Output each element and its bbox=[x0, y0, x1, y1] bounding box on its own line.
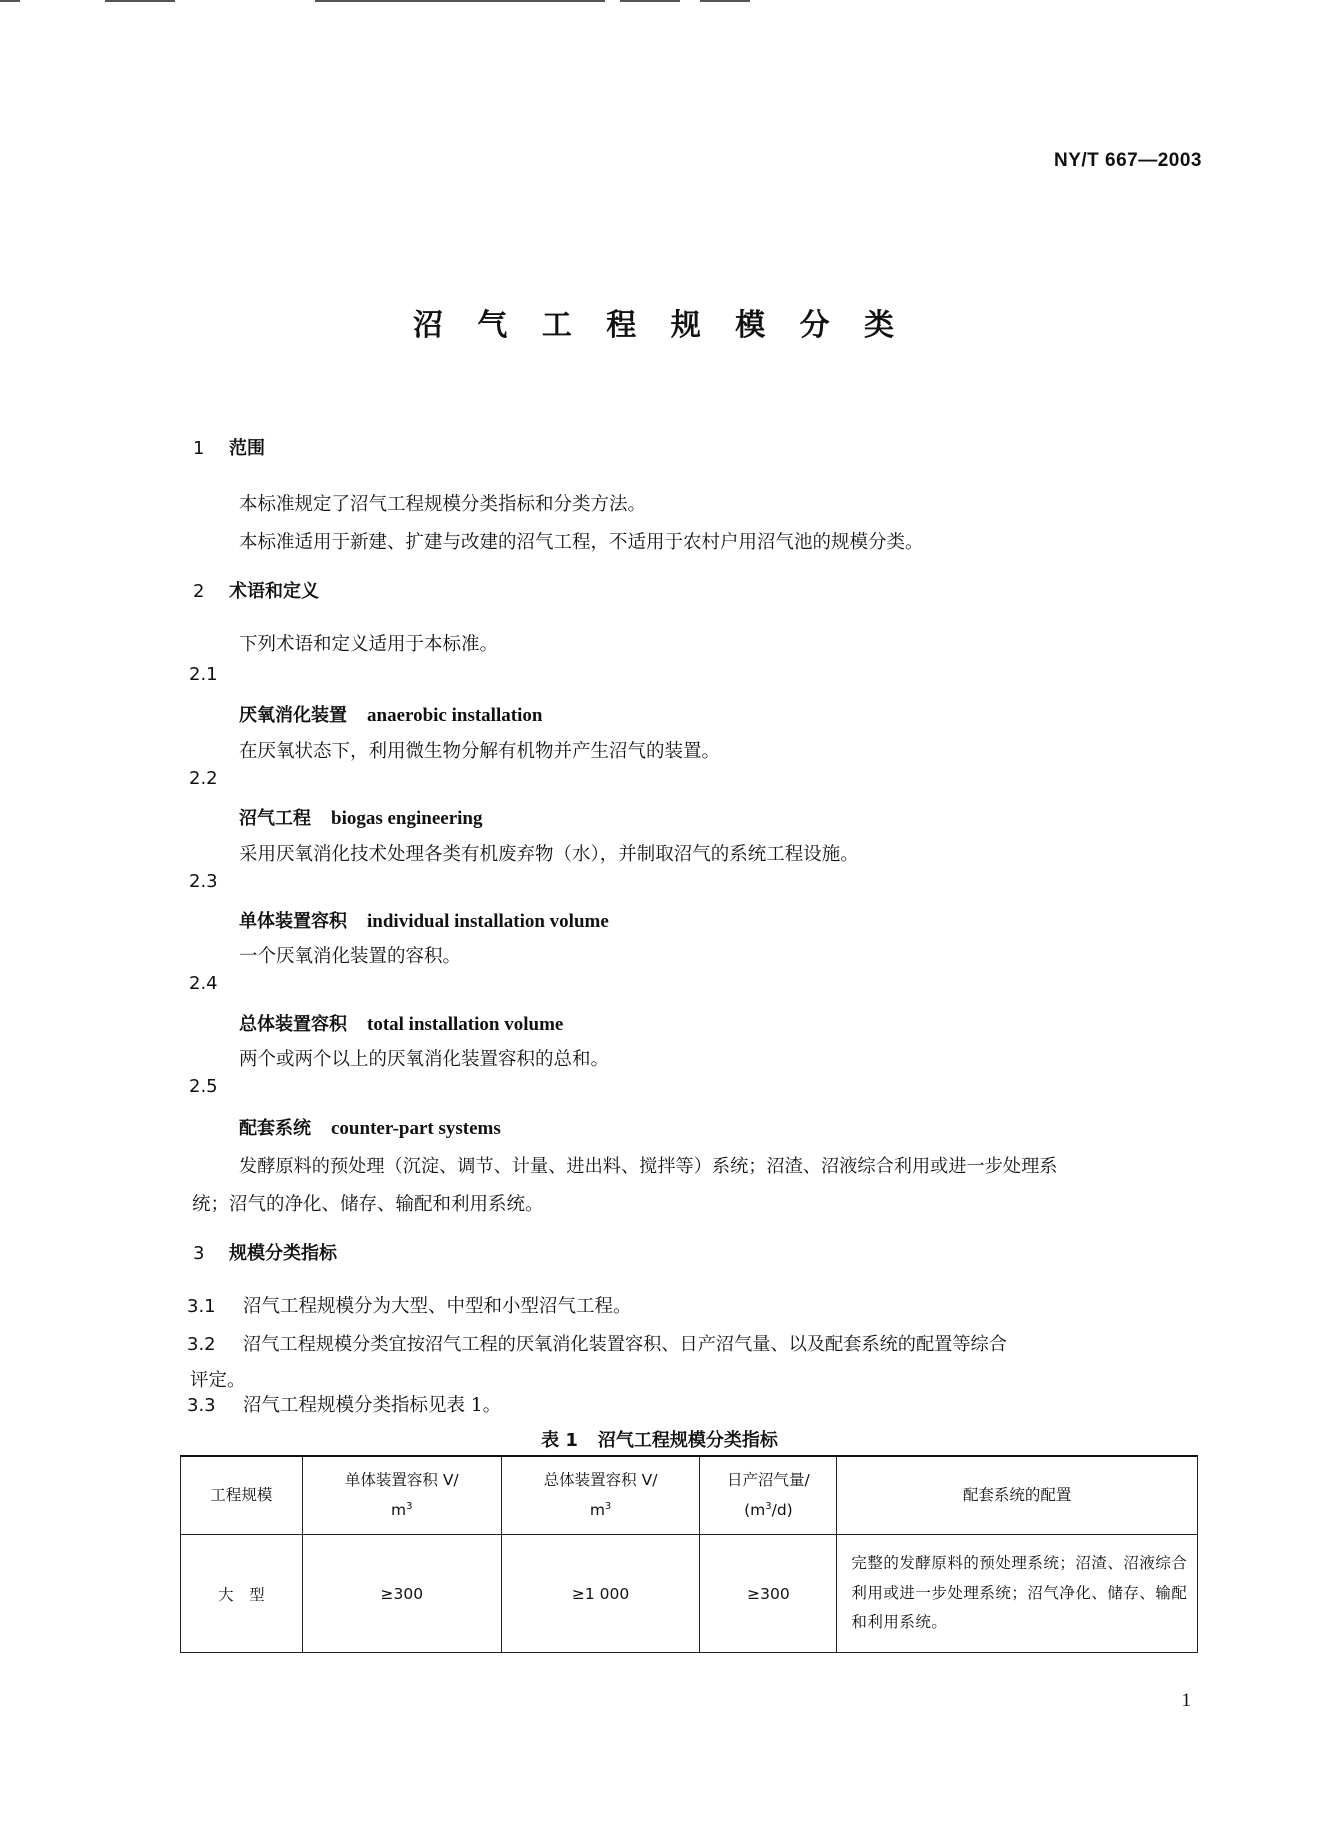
page-title: 沼 气 工 程 规 模 分 类 bbox=[412, 308, 907, 343]
term-definition: 一个厌氧消化装置的容积。 bbox=[239, 946, 462, 967]
term-en: anaerobic installation bbox=[367, 705, 543, 726]
clause bbox=[187, 1330, 1007, 1356]
cell-daily-gas: ≥300 bbox=[700, 1535, 837, 1653]
paragraph: 本标准规定了沼气工程规模分类指标和分类方法。 bbox=[239, 494, 647, 515]
header-config: 配套系统的配置 bbox=[837, 1456, 1198, 1535]
header-unit: /d) bbox=[771, 1500, 793, 1519]
term-en: total installation volume bbox=[367, 1014, 564, 1035]
term-definition: 发酵原料的预处理（沉淀、调节、计量、进出料、搅拌等）系统；沼渣、沼液综合利用或进一步处理系 bbox=[239, 1156, 1058, 1177]
scan-edge-line bbox=[105, 0, 175, 2]
section-3-heading bbox=[193, 1239, 337, 1265]
clause-text-cont: 评定。 bbox=[190, 1370, 246, 1391]
header-total-volume bbox=[501, 1456, 700, 1535]
scan-edge-line bbox=[700, 0, 750, 2]
cell-total-volume: ≥1 000 bbox=[501, 1535, 700, 1653]
term-heading bbox=[239, 907, 609, 933]
header-text: 总体装置容积 V/ bbox=[543, 1471, 658, 1490]
clause-text: 沼气工程规模分类指标见表 1。 bbox=[243, 1395, 502, 1416]
standard-code: NY/T 667—2003 bbox=[1053, 150, 1202, 171]
section-title: 范围 bbox=[229, 438, 265, 459]
paragraph: 本标准适用于新建、扩建与改建的沼气工程，不适用于农村户用沼气池的规模分类。 bbox=[239, 532, 924, 553]
header-daily-gas bbox=[700, 1456, 837, 1535]
paragraph: 下列术语和定义适用于本标准。 bbox=[239, 634, 499, 655]
clause-number: 3.2 bbox=[187, 1334, 216, 1355]
section-title: 术语和定义 bbox=[229, 581, 319, 602]
clause-text: 沼气工程规模分类宜按沼气工程的厌氧消化装置容积、日产沼气量、以及配套系统的配置等综合 bbox=[243, 1334, 1007, 1355]
table-row bbox=[181, 1535, 1198, 1653]
table-caption-text: 沼气工程规模分类指标 bbox=[597, 1430, 778, 1451]
scan-edge-line bbox=[0, 0, 20, 2]
scan-edge-line bbox=[620, 0, 680, 2]
header-sup: 3 bbox=[406, 1500, 413, 1512]
section-1-heading bbox=[193, 434, 265, 460]
term-number: 2.2 bbox=[189, 768, 218, 789]
term-definition-cont: 统；沼气的净化、储存、输配和利用系统。 bbox=[192, 1194, 544, 1215]
term-number: 2.4 bbox=[189, 973, 218, 994]
term-definition: 采用厌氧消化技术处理各类有机废弃物（水），并制取沼气的系统工程设施。 bbox=[239, 844, 859, 865]
header-single-volume bbox=[302, 1456, 501, 1535]
term-cn: 配套系统 bbox=[239, 1118, 311, 1139]
term-cn: 厌氧消化装置 bbox=[239, 705, 347, 726]
page-number: 1 bbox=[1181, 1690, 1191, 1711]
term-heading bbox=[239, 701, 542, 727]
term-en: biogas engineering bbox=[331, 808, 483, 829]
term-number: 2.1 bbox=[189, 664, 218, 685]
table-caption-label: 表 1 bbox=[541, 1430, 578, 1451]
clause-number: 3.3 bbox=[187, 1395, 216, 1416]
header-text: 日产沼气量/ bbox=[727, 1471, 810, 1490]
table-header-row bbox=[181, 1456, 1198, 1535]
term-cn: 总体装置容积 bbox=[239, 1014, 347, 1035]
cell-scale: 大 型 bbox=[181, 1535, 303, 1653]
header-sup: 3 bbox=[604, 1500, 612, 1512]
term-heading bbox=[239, 804, 482, 830]
cell-single-volume: ≥300 bbox=[302, 1535, 501, 1653]
term-number: 2.5 bbox=[189, 1076, 218, 1097]
clause-number: 3.1 bbox=[187, 1296, 216, 1317]
section-title: 规模分类指标 bbox=[229, 1243, 337, 1264]
clause bbox=[187, 1391, 501, 1417]
header-scale: 工程规模 bbox=[181, 1456, 303, 1535]
section-number: 3 bbox=[193, 1243, 205, 1264]
header-unit: m bbox=[391, 1500, 407, 1519]
clause bbox=[187, 1292, 632, 1318]
clause-text: 沼气工程规模分为大型、中型和小型沼气工程。 bbox=[243, 1296, 632, 1317]
scan-edge-line bbox=[315, 0, 605, 2]
header-text: 单体装置容积 V/ bbox=[344, 1471, 459, 1490]
section-2-heading bbox=[193, 577, 319, 603]
term-en: individual installation volume bbox=[367, 911, 609, 932]
term-cn: 单体装置容积 bbox=[239, 911, 347, 932]
table-caption bbox=[0, 1426, 1319, 1452]
term-cn: 沼气工程 bbox=[239, 808, 311, 829]
header-unit: m bbox=[589, 1500, 605, 1519]
term-definition: 两个或两个以上的厌氧消化装置容积的总和。 bbox=[239, 1049, 610, 1070]
header-sup: 3 bbox=[765, 1500, 772, 1512]
classification-table bbox=[180, 1455, 1198, 1653]
cell-config: 完整的发酵原料的预处理系统；沼渣、沼液综合利用或进一步处理系统；沼气净化、储存、输配和利用系统。 bbox=[837, 1535, 1198, 1653]
term-heading bbox=[239, 1010, 563, 1036]
term-heading bbox=[239, 1114, 501, 1140]
header-unit: (m bbox=[744, 1500, 766, 1519]
term-definition: 在厌氧状态下，利用微生物分解有机物并产生沼气的装置。 bbox=[239, 741, 721, 762]
term-number: 2.3 bbox=[189, 871, 218, 892]
section-number: 1 bbox=[193, 438, 205, 459]
term-en: counter-part systems bbox=[331, 1118, 501, 1139]
section-number: 2 bbox=[193, 581, 205, 602]
